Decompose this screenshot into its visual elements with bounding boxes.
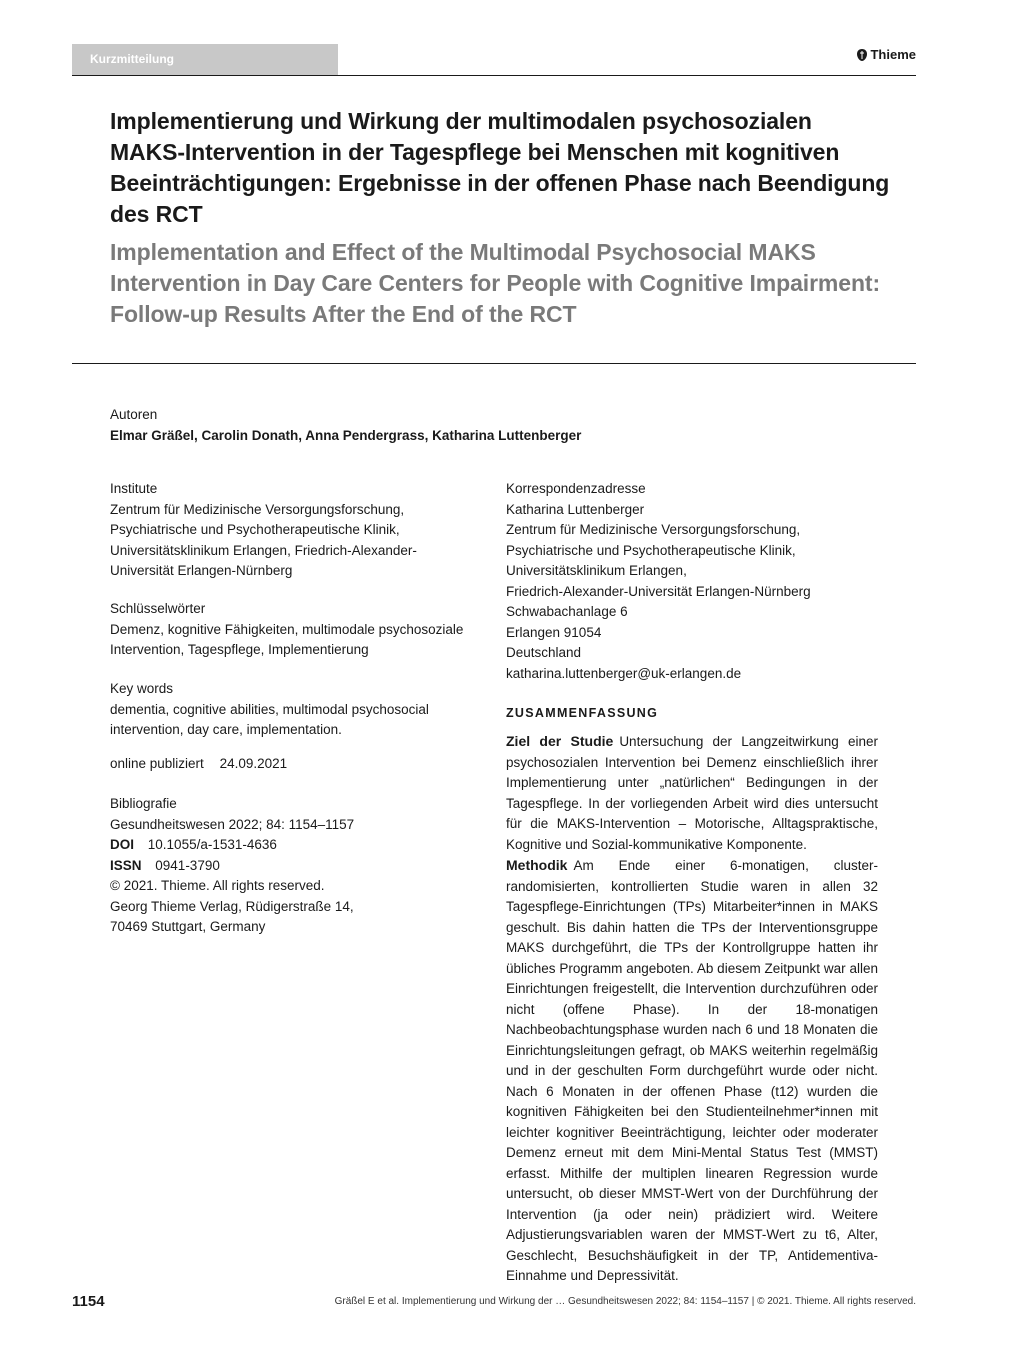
method-text: Am Ende einer 6-monatigen, cluster-randomisierten, kontrollierten Studie waren in allen 32 Tagespflege-Einrichtungen (TPs) Mitarbeiter*innen in MAKS geschult. Bis dahin hatten die TPs der Interventionsgruppe MAKS durchgeführt, die TPs der Kontrollgruppe hatten ihr übliches Programm angeboten. Ab diesem Zeitpunkt war allen Einrichtungen freigestellt, die Intervention durchzuführen oder nicht (offene Phase). In der 18-monatigen Nachbeobachtungsphase wurden nach 6 und 18 Monaten die Einrichtungsleitungen gefragt, ob MAKS weiterhin regelmäßig und in der geschulten Form durchgeführt wurde oder nicht. Nach 6 Monaten in der offenen Phase (t12) wurden die kognitiven Fähigkeiten bei den Studienteilnehmer*innen mit leichter kognitiver Beeinträchtigung, leichter oder moderater Demenz erneut mit dem Mini-Mental Status Test (MMST) erfasst. Mithilfe der multiplen linearen Regression wurde untersucht, ob dieser MMST-Wert von der Durchführung der Intervention (ja oder nein) prädiziert wird. Weitere Adjustierungsvariablen waren der MMST-Wert zu t6, Alter, Geschlecht, Besuchshäufigkeit in der TP, Antidementiva-Einnahme und Depressivität. (506, 858, 878, 1283)
abstract-body (506, 731, 878, 1287)
institute-label: Institute (110, 481, 158, 496)
correspondence-label: Korrespondenzadresse (506, 481, 646, 496)
correspondence-line: Zentrum für Medizinische Versorgungsforschung, (506, 522, 801, 537)
correspondence-line: Erlangen 91054 (506, 624, 602, 640)
correspondence-line: Schwabachanlage 6 (506, 604, 628, 619)
institute-text: Zentrum für Medizinische Versorgungsforschung, Psychiatrische und Psychotherapeutische Klinik, Universitätsklinikum Erlangen, Friedrich-Alexander-Universität Erlangen-Nürnberg (110, 501, 417, 578)
page-number: 1154 (72, 1293, 105, 1310)
keywords-de-block (110, 599, 480, 661)
title-rule (72, 363, 916, 364)
online-label: online publiziert (110, 756, 204, 771)
correspondence-line: Friedrich-Alexander-Universität Erlangen-Nürnberg (506, 583, 811, 599)
bibliography-journal: Gesundheitswesen 2022; 84: 1154–1157 (110, 816, 355, 832)
correspondence-line: Psychiatrische und Psychotherapeutische Klinik, (506, 542, 796, 558)
publisher-name: Thieme (870, 47, 916, 62)
correspondence-line: Universitätsklinikum Erlangen, (506, 563, 687, 578)
keywords-en-text: dementia, cognitive abilities, multimodal psychosocial intervention, day care, implementation. (110, 701, 429, 737)
issn-value: 0941-3790 (155, 857, 220, 873)
keywords-de-label: Schlüsselwörter (110, 601, 206, 616)
aim-label: Ziel der Studie (506, 733, 614, 749)
header-rule (72, 75, 916, 76)
abstract-method (506, 855, 878, 1287)
copyright-text: © 2021. Thieme. All rights reserved. (110, 878, 325, 893)
abstract-heading: ZUSAMMENFASSUNG (506, 706, 659, 720)
method-label: Methodik (506, 857, 568, 873)
online-published (110, 754, 480, 775)
thieme-logo-icon (857, 49, 867, 61)
keywords-de-text: Demenz, kognitive Fähigkeiten, multimodale psychosoziale Intervention, Tagespflege, Implementierung (110, 621, 464, 657)
institute-block (110, 479, 480, 582)
correspondence-line: Deutschland (506, 645, 582, 660)
publisher-address-1: Georg Thieme Verlag, Rüdigerstraße 14, (110, 898, 354, 914)
authors-label: Autoren (110, 407, 158, 422)
publisher-address-2: 70469 Stuttgart, Germany (110, 919, 266, 934)
correspondence-block (506, 479, 878, 684)
doi-label: DOI (110, 837, 135, 852)
publisher-logo (857, 47, 916, 62)
correspondence-line: Katharina Luttenberger (506, 501, 645, 517)
correspondence-email[interactable]: katharina.luttenberger@uk-erlangen.de (506, 665, 742, 681)
authors-names: Elmar Gräßel, Carolin Donath, Anna Pendergrass, Katharina Luttenberger (110, 427, 582, 443)
issn-label: ISSN (110, 857, 142, 873)
keywords-en-label: Key words (110, 681, 174, 696)
authors-block (110, 405, 890, 446)
aim-text: Untersuchung der Langzeitwirkung einer psychosozialen Intervention bei Demenz einschließlich ihrer Implementierung unter „natürlichen“ Bedingungen in der Tagespflege. In der vorliegenden Arbeit wird dies untersucht für die MAKS-Intervention – Motorische, Alltagspraktische, Kognitive und Sozial-kommunikative Komponente. (506, 734, 878, 852)
section-label: Kurzmitteilung (72, 44, 338, 75)
keywords-en-block (110, 679, 480, 741)
online-date: 24.09.2021 (219, 756, 288, 771)
abstract-aim (506, 731, 878, 855)
doi-value[interactable]: 10.1055/a-1531-4636 (147, 837, 277, 852)
title-english: Implementation and Effect of the Multimodal Psychosocial MAKS Intervention in Day Care Centers for People with Cognitive Impairment: Follow-up Results After the End of the RCT (110, 239, 881, 327)
footer-citation: Gräßel E et al. Implementierung und Wirkung der … Gesundheitswesen 2022; 84: 1154–1157 | © 2021. Thieme. All rights reserved. (334, 1296, 916, 1307)
bibliography-label: Bibliografie (110, 796, 177, 811)
bibliography-block (110, 794, 480, 938)
title-german: Implementierung und Wirkung der multimodalen psychosozialen MAKS-Intervention in der Tagespflege bei Menschen mit kognitiven Beeinträchtigungen: Ergebnisse in der offenen Phase nach Beendigung des RCT (110, 108, 890, 227)
